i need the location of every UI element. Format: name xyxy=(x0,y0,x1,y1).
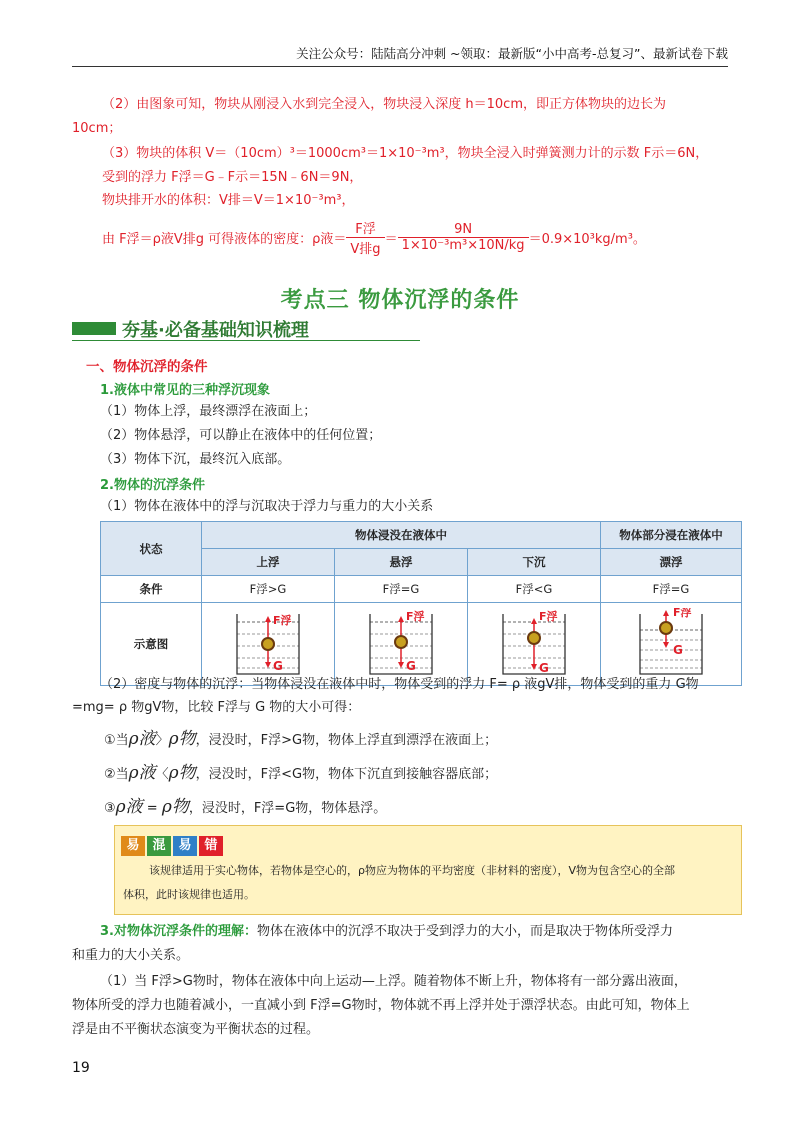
force-f-label: F浮 xyxy=(406,609,425,623)
heading-three-phenomena: 1.液体中常见的三种浮沉现象 xyxy=(100,383,270,398)
formula-fraction-2 xyxy=(398,222,529,253)
rho-object: ρ物 xyxy=(161,797,189,817)
density-formula xyxy=(102,218,646,257)
phenomenon-2: （2）物体悬浮，可以静止在液体中的任何位置； xyxy=(100,428,382,443)
cond-suspend: F浮=G xyxy=(335,576,468,603)
note-line-2: 体积，此时该规律也适用。 xyxy=(123,888,255,901)
fraction-1-numerator: F浮 xyxy=(346,218,384,238)
rho-liquid: ρ液 xyxy=(128,729,156,749)
col-float: 漂浮 xyxy=(601,549,742,576)
solution-part2-line1: （2）由图象可知，物块从刚浸入水到完全浸入，物块浸入深度 h＝10cm，即正方体物块的边长为 xyxy=(102,97,666,112)
formula-equals: ＝ xyxy=(384,232,398,247)
case-1-prefix: ①当 xyxy=(104,733,129,748)
fraction-2-numerator: 9N xyxy=(398,222,529,238)
understanding-line4: 物体所受的浮力也随着减小，一直减小到 F浮=G物时，物体就不再上浮并处于漂浮状态。由此可知，物体上 xyxy=(72,998,690,1013)
row-condition-label: 条件 xyxy=(101,576,202,603)
case-1-text: ，浸没时，F浮>G物，物体上浮直到漂浮在液面上； xyxy=(195,733,498,748)
force-g-label: G xyxy=(673,642,683,657)
phenomenon-3: （3）物体下沉，最终沉入底部。 xyxy=(100,452,291,467)
heading-float-conditions: 2.物体的沉浮条件 xyxy=(100,478,205,493)
banner-title: 夯基·必备基础知识梳理 xyxy=(122,320,309,341)
float-conditions-table xyxy=(100,521,742,686)
solution-part3-line3: 物块排开水的体积：V排＝V＝1×10⁻³m³， xyxy=(102,193,355,208)
tag-easy: 易 xyxy=(121,836,145,856)
solution-part3-line1: （3）物块的体积 V＝（10cm）³＝1000cm³＝1×10⁻³m³，物块全浸入时弹簧测力计的示数 F示＝6N， xyxy=(102,146,709,161)
understanding-line2: 和重力的大小关系。 xyxy=(72,948,190,963)
phenomenon-1: （1）物体上浮，最终漂浮在液面上； xyxy=(100,404,317,419)
rho-object: ρ物 xyxy=(168,763,196,783)
cond-float: F浮=G xyxy=(601,576,742,603)
tag-error: 错 xyxy=(199,836,223,856)
page-header: 关注公众号：陆陆高分冲刺 ~领取：最新版“小中高考-总复习”、最新试卷下载 xyxy=(296,46,728,61)
row-diagram-label: 示意图 xyxy=(101,603,202,686)
conditions-intro: （1）物体在液体中的浮与沉取决于浮力与重力的大小关系 xyxy=(100,499,434,514)
col-sink: 下沉 xyxy=(468,549,601,576)
note-line-1: 该规律适用于实心物体，若物体是空心的，ρ物应为物体的平均密度（非材料的密度），V物为包含空心的全部 xyxy=(149,864,676,877)
header-rule xyxy=(72,66,728,67)
density-case-1 xyxy=(104,728,497,752)
case-2-prefix: ②当 xyxy=(104,767,129,782)
force-f-label: F浮 xyxy=(273,613,292,627)
formula-fraction-1 xyxy=(346,218,384,257)
case-3-text: ，浸没时，F浮=G物，物体悬浮。 xyxy=(188,801,387,816)
force-g-label: G xyxy=(406,658,416,673)
beaker-float-diagram xyxy=(636,608,706,678)
col-suspend: 悬浮 xyxy=(335,549,468,576)
understanding-line3: （1）当 F浮>G物时，物体在液体中向上运动—上浮。随着物体不断上升，物体将有一部分露出液面， xyxy=(100,974,687,989)
section-title: 考点三 物体沉浮的条件 xyxy=(280,288,520,313)
understanding-line1 xyxy=(100,921,673,943)
case-3-operator: = xyxy=(142,801,162,816)
cond-rise: F浮>G xyxy=(202,576,335,603)
case-2-text: ，浸没时，F浮<G物，物体下沉直到接触容器底部； xyxy=(195,767,498,782)
understanding-text1: 物体在液体中的沉浮不取决于受到浮力的大小，而是取决于物体所受浮力 xyxy=(256,924,673,939)
banner-bar xyxy=(72,322,116,335)
solution-part2-line2: 10cm； xyxy=(72,121,122,136)
header-immersed: 物体浸没在液体中 xyxy=(202,522,601,549)
header-partial: 物体部分浸在液体中 xyxy=(601,522,742,549)
tag-mix: 混 xyxy=(147,836,171,856)
formula-result: ＝0.9×10³kg/m³。 xyxy=(528,232,646,247)
case-3-prefix: ③ xyxy=(104,801,116,816)
case-1-operator: 〉 xyxy=(155,733,169,748)
common-mistake-box xyxy=(114,825,742,915)
force-f-label: F浮 xyxy=(539,609,558,623)
density-case-2 xyxy=(104,762,497,786)
header-state: 状态 xyxy=(101,522,202,576)
rho-liquid: ρ液 xyxy=(128,763,156,783)
rho-liquid: ρ液 xyxy=(115,797,143,817)
force-g-label: G xyxy=(539,660,549,675)
case-2-operator: 〈 xyxy=(155,767,169,782)
cond-sink: F浮<G xyxy=(468,576,601,603)
fraction-1-denominator: V排g xyxy=(350,242,381,257)
tag-easy-2: 易 xyxy=(173,836,197,856)
formula-prefix: 由 F浮＝ρ液V排g 可得液体的密度：ρ液＝ xyxy=(102,232,347,247)
fraction-2-denominator: 1×10⁻³m³×10N/kg xyxy=(401,238,525,253)
heading-conditions: 一、物体沉浮的条件 xyxy=(86,359,208,375)
mistake-tags xyxy=(121,834,225,856)
understanding-line5: 浮是由不平衡状态演变为平衡状态的过程。 xyxy=(72,1022,320,1037)
beaker-suspend-diagram xyxy=(366,608,436,678)
solution-part3-line2: 受到的浮力 F浮＝G﹣F示＝15N﹣6N＝9N， xyxy=(102,170,363,185)
density-intro-line2: =mg= ρ 物gV物，比较 F浮与 G 物的大小可得： xyxy=(72,700,361,715)
beaker-sink-diagram xyxy=(499,608,569,678)
col-rise: 上浮 xyxy=(202,549,335,576)
understanding-heading: 3.对物体沉浮条件的理解： xyxy=(100,924,257,939)
density-case-3 xyxy=(104,796,386,820)
beaker-rise-diagram xyxy=(233,608,303,678)
force-f-label: F浮 xyxy=(673,607,692,619)
page-number: 19 xyxy=(72,1060,90,1076)
rho-object: ρ物 xyxy=(168,729,196,749)
force-g-label: G xyxy=(273,658,283,673)
banner-rule xyxy=(72,340,420,341)
density-intro-line1: （2）密度与物体的沉浮：当物体浸没在液体中时，物体受到的浮力 F= ρ 液gV排，物体受到的重力 G物 xyxy=(100,677,699,692)
